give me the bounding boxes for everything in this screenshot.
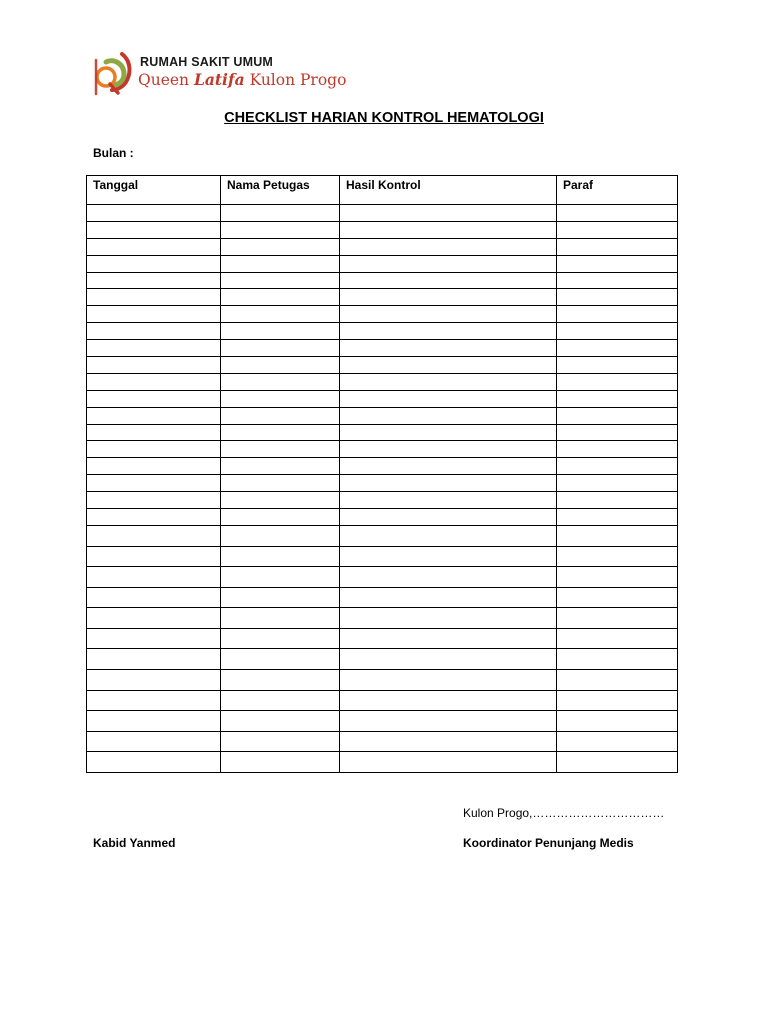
table-cell (340, 492, 557, 509)
table-cell (221, 567, 340, 588)
table-cell (557, 649, 678, 670)
table-cell (557, 357, 678, 374)
table-cell (221, 669, 340, 690)
table-cell (340, 272, 557, 289)
table-cell (557, 340, 678, 357)
table-row (87, 475, 678, 492)
table-cell (221, 373, 340, 390)
table-cell (340, 289, 557, 306)
table-row (87, 546, 678, 567)
month-label: Bulan : (93, 146, 134, 160)
signer-right-title: Koordinator Penunjang Medis (463, 836, 634, 850)
table-cell (557, 424, 678, 441)
table-cell (87, 752, 221, 773)
table-row (87, 221, 678, 238)
table-row (87, 628, 678, 649)
table-cell (87, 390, 221, 407)
column-header-nama-petugas: Nama Petugas (221, 176, 340, 205)
table-row (87, 711, 678, 732)
checklist-table (86, 175, 678, 773)
table-cell (557, 525, 678, 546)
hospital-name (138, 70, 346, 89)
table-cell (340, 731, 557, 752)
document-title: CHECKLIST HARIAN KONTROL HEMATOLOGI (224, 110, 544, 126)
table-row (87, 458, 678, 475)
table-cell (557, 567, 678, 588)
table-cell (87, 608, 221, 629)
table-cell (87, 649, 221, 670)
table-row (87, 306, 678, 323)
table-cell (87, 509, 221, 526)
table-cell (87, 323, 221, 340)
table-cell (557, 390, 678, 407)
table-cell (557, 669, 678, 690)
table-cell (221, 205, 340, 222)
table-cell (557, 289, 678, 306)
hospital-name-part3: Kulon Progo (244, 71, 347, 89)
place-date-line: Kulon Progo,…………………………… (463, 806, 665, 820)
table-cell (557, 323, 678, 340)
table-cell (557, 546, 678, 567)
table-cell (557, 221, 678, 238)
table-cell (557, 628, 678, 649)
table-cell (340, 407, 557, 424)
table-cell (340, 752, 557, 773)
table-row (87, 587, 678, 608)
table-cell (221, 424, 340, 441)
table-row (87, 441, 678, 458)
table-cell (340, 441, 557, 458)
hospital-qd-logo-icon (92, 50, 134, 96)
table-cell (557, 255, 678, 272)
table-cell (221, 525, 340, 546)
table-cell (340, 306, 557, 323)
table-row (87, 323, 678, 340)
table-cell (87, 458, 221, 475)
table-cell (87, 272, 221, 289)
table-cell (221, 690, 340, 711)
table-cell (87, 255, 221, 272)
table-row (87, 238, 678, 255)
table-cell (221, 628, 340, 649)
table-row (87, 567, 678, 588)
table-cell (87, 441, 221, 458)
table-cell (340, 340, 557, 357)
table-cell (340, 628, 557, 649)
table-row (87, 669, 678, 690)
table-row (87, 289, 678, 306)
table-row (87, 255, 678, 272)
hospital-type-label: RUMAH SAKIT UMUM (140, 55, 274, 69)
table-header-row (87, 176, 678, 205)
table-cell (87, 711, 221, 732)
table-cell (557, 731, 678, 752)
table-cell (87, 690, 221, 711)
table-cell (221, 390, 340, 407)
table-cell (340, 711, 557, 732)
table-row (87, 407, 678, 424)
table-cell (221, 306, 340, 323)
table-row (87, 340, 678, 357)
table-cell (557, 752, 678, 773)
table-cell (221, 255, 340, 272)
table-cell (340, 221, 557, 238)
table-cell (221, 238, 340, 255)
table-cell (557, 238, 678, 255)
table-row (87, 731, 678, 752)
table-row (87, 608, 678, 629)
table-cell (340, 669, 557, 690)
table-cell (221, 587, 340, 608)
table-row (87, 649, 678, 670)
table-cell (557, 441, 678, 458)
table-cell (557, 373, 678, 390)
table-cell (340, 255, 557, 272)
table-cell (87, 221, 221, 238)
table-cell (87, 628, 221, 649)
table-cell (557, 475, 678, 492)
table-cell (221, 731, 340, 752)
table-cell (87, 731, 221, 752)
signer-left-title: Kabid Yanmed (93, 836, 176, 850)
table-cell (221, 509, 340, 526)
table-cell (87, 373, 221, 390)
table-cell (221, 492, 340, 509)
table-cell (87, 567, 221, 588)
table-cell (87, 475, 221, 492)
table-cell (557, 492, 678, 509)
hospital-name-part2: Latifa (193, 70, 245, 89)
table-cell (221, 340, 340, 357)
table-cell (87, 587, 221, 608)
table-body (87, 205, 678, 773)
table-cell (557, 205, 678, 222)
table-cell (340, 323, 557, 340)
table-cell (557, 407, 678, 424)
table-row (87, 205, 678, 222)
table-row (87, 492, 678, 509)
table-row (87, 690, 678, 711)
table-cell (221, 221, 340, 238)
table-cell (221, 711, 340, 732)
table-cell (221, 752, 340, 773)
table-cell (221, 458, 340, 475)
table-cell (340, 373, 557, 390)
table-cell (557, 272, 678, 289)
table-cell (340, 390, 557, 407)
table-cell (340, 567, 557, 588)
table-cell (557, 608, 678, 629)
table-cell (87, 546, 221, 567)
table-cell (87, 238, 221, 255)
table-cell (557, 690, 678, 711)
table-row (87, 424, 678, 441)
table-cell (87, 357, 221, 374)
table-cell (221, 649, 340, 670)
table-cell (340, 205, 557, 222)
table-cell (221, 475, 340, 492)
table-cell (221, 357, 340, 374)
table-cell (557, 458, 678, 475)
table-cell (221, 546, 340, 567)
table-cell (340, 424, 557, 441)
table-row (87, 525, 678, 546)
table-row (87, 509, 678, 526)
table-cell (340, 357, 557, 374)
table-cell (221, 289, 340, 306)
table-cell (340, 458, 557, 475)
table-row (87, 357, 678, 374)
table-cell (87, 289, 221, 306)
table-cell (87, 525, 221, 546)
table-cell (221, 608, 340, 629)
column-header-tanggal: Tanggal (87, 176, 221, 205)
table-row (87, 272, 678, 289)
table-cell (340, 546, 557, 567)
table-cell (221, 407, 340, 424)
column-header-hasil-kontrol: Hasil Kontrol (340, 176, 557, 205)
table-cell (87, 424, 221, 441)
table-cell (557, 711, 678, 732)
hospital-name-part1: Queen (138, 71, 194, 89)
table-cell (340, 238, 557, 255)
column-header-paraf: Paraf (557, 176, 678, 205)
table-cell (340, 509, 557, 526)
table-cell (340, 525, 557, 546)
table-cell (221, 272, 340, 289)
table-cell (340, 690, 557, 711)
table-row (87, 390, 678, 407)
table-cell (557, 306, 678, 323)
table-cell (87, 340, 221, 357)
hospital-logo (92, 50, 347, 96)
table-cell (340, 475, 557, 492)
table-cell (557, 509, 678, 526)
table-row (87, 752, 678, 773)
table-cell (87, 492, 221, 509)
table-cell (87, 205, 221, 222)
table-cell (87, 407, 221, 424)
table-cell (340, 587, 557, 608)
table-cell (557, 587, 678, 608)
table-cell (87, 306, 221, 323)
table-cell (221, 323, 340, 340)
table-cell (340, 608, 557, 629)
table-cell (221, 441, 340, 458)
table-cell (87, 669, 221, 690)
table-cell (340, 649, 557, 670)
table-row (87, 373, 678, 390)
